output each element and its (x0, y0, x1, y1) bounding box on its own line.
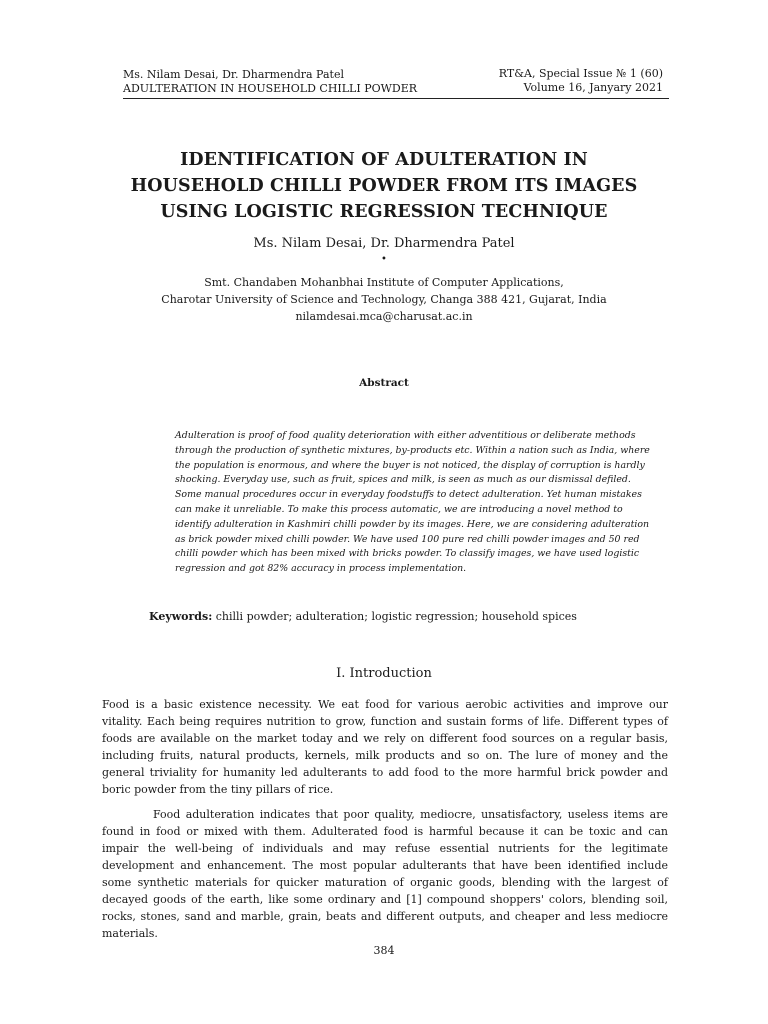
abstract-line: identify adulteration in Kashmiri chilli powder by its images. Here, we are considering adulteration (175, 518, 650, 530)
keywords (149, 609, 577, 625)
paragraph-line: found in food or mixed with them. Adulterated food is harmful because it can be toxic and can (102, 825, 668, 838)
abstract-line: shocking. Everyday use, such as fruit, spices and milk, is seen as much as our dismissal defiled. (175, 474, 631, 486)
section-heading-introduction: I. Introduction (336, 666, 432, 681)
affiliation-email: nilamdesai.mca@charusat.ac.in (295, 310, 473, 323)
paragraph-line: Food adulteration indicates that poor quality, mediocre, unsatisfactory, useless items are (153, 808, 668, 821)
abstract-heading: Abstract (359, 377, 409, 389)
affiliation (0, 274, 768, 325)
abstract-line: the population is enormous, and where the buyer is not noticed, the display of corruption is hardly (175, 459, 645, 471)
abstract-line: can make it unreliable. To make this process automatic, we are introducing a novel method to (175, 503, 623, 515)
abstract-line: Adulteration is proof of food quality deterioration with either adventitious or deliberate methods (175, 430, 636, 441)
author-bullet: • (381, 254, 387, 265)
paragraph-line: boric powder from the tiny pillars of rice. (102, 783, 334, 796)
header-journal-issue: RT&A, Special Issue № 1 (60) (498, 67, 663, 80)
keywords-label: Keywords: (149, 610, 213, 623)
paragraph-line: rocks, stones, sand and marble, grain, beats and different outputs, and cheaper and less mediocre (102, 910, 668, 923)
running-header-left (123, 68, 417, 96)
affiliation-university: Charotar University of Science and Technology, Changa 388 421, Gujarat, India (161, 293, 607, 306)
paragraph-line: foods are available on the market today and we rely on different food sources on a regular basis, (102, 732, 668, 745)
paper-title (60, 147, 708, 225)
running-header (123, 66, 669, 99)
paragraph-line: vitality. Each being requires nutrition to grow, function and sustain forms of life. Different types of (102, 715, 668, 728)
abstract-line: through the production of synthetic mixtures, by-products etc. Within a nation such as India, where (175, 444, 650, 456)
abstract-line: Some manual procedures occur in everyday foodstuffs to detect adulteration. Yet human mistakes (175, 489, 642, 501)
paragraph-line: impair the well-being of individuals and may refuse essential nutrients for the legitimate (102, 842, 668, 855)
header-volume-date: Volume 16, Janyary 2021 (523, 81, 663, 94)
intro-paragraph-1 (102, 696, 668, 798)
paragraph-line: general triviality for humanity led adulterants to add food to the more harmful brick powder and (102, 766, 668, 779)
abstract-line: chilli powder which has been mixed with bricks powder. To classify images, we have used logistic (175, 548, 640, 560)
header-authors: Ms. Nilam Desai, Dr. Dharmendra Patel (123, 68, 344, 81)
abstract-body (175, 429, 650, 577)
paragraph-line: decayed goods of the earth, like some ordinary and [1] compound shoppers' colors, blending soil, (102, 893, 668, 906)
paper-authors: Ms. Nilam Desai, Dr. Dharmendra Patel (253, 236, 515, 251)
intro-paragraph-2 (102, 806, 668, 942)
paragraph-line: some synthetic materials for quicker maturation of organic goods, blending with the largest of (102, 876, 668, 889)
title-line: USING LOGISTIC REGRESSION TECHNIQUE (160, 202, 608, 222)
abstract-line: as brick powder mixed chilli powder. We have used 100 pure red chilli powder images and 50 red (175, 533, 640, 545)
title-line: IDENTIFICATION OF ADULTERATION IN (180, 150, 588, 170)
title-line: HOUSEHOLD CHILLI POWDER FROM ITS IMAGES (130, 176, 638, 196)
abstract-line: regression and got 82% accuracy in process implementation. (175, 563, 467, 575)
paragraph-line: materials. (102, 927, 158, 940)
paragraph-line: development and enhancement. The most popular adulterants that have been identified include (102, 859, 668, 872)
keywords-text: chilli powder; adulteration; logistic regression; household spices (212, 610, 577, 623)
paragraph-line: including fruits, natural products, kernels, milk products and so on. The lure of money and the (102, 749, 668, 762)
paragraph-line: Food is a basic existence necessity. We eat food for various aerobic activities and improve our (102, 698, 668, 711)
page-number: 384 (373, 944, 395, 957)
affiliation-institute: Smt. Chandaben Mohanbhai Institute of Computer Applications, (204, 276, 564, 289)
running-header-right (499, 67, 663, 95)
header-short-title: ADULTERATION IN HOUSEHOLD CHILLI POWDER (123, 82, 418, 95)
